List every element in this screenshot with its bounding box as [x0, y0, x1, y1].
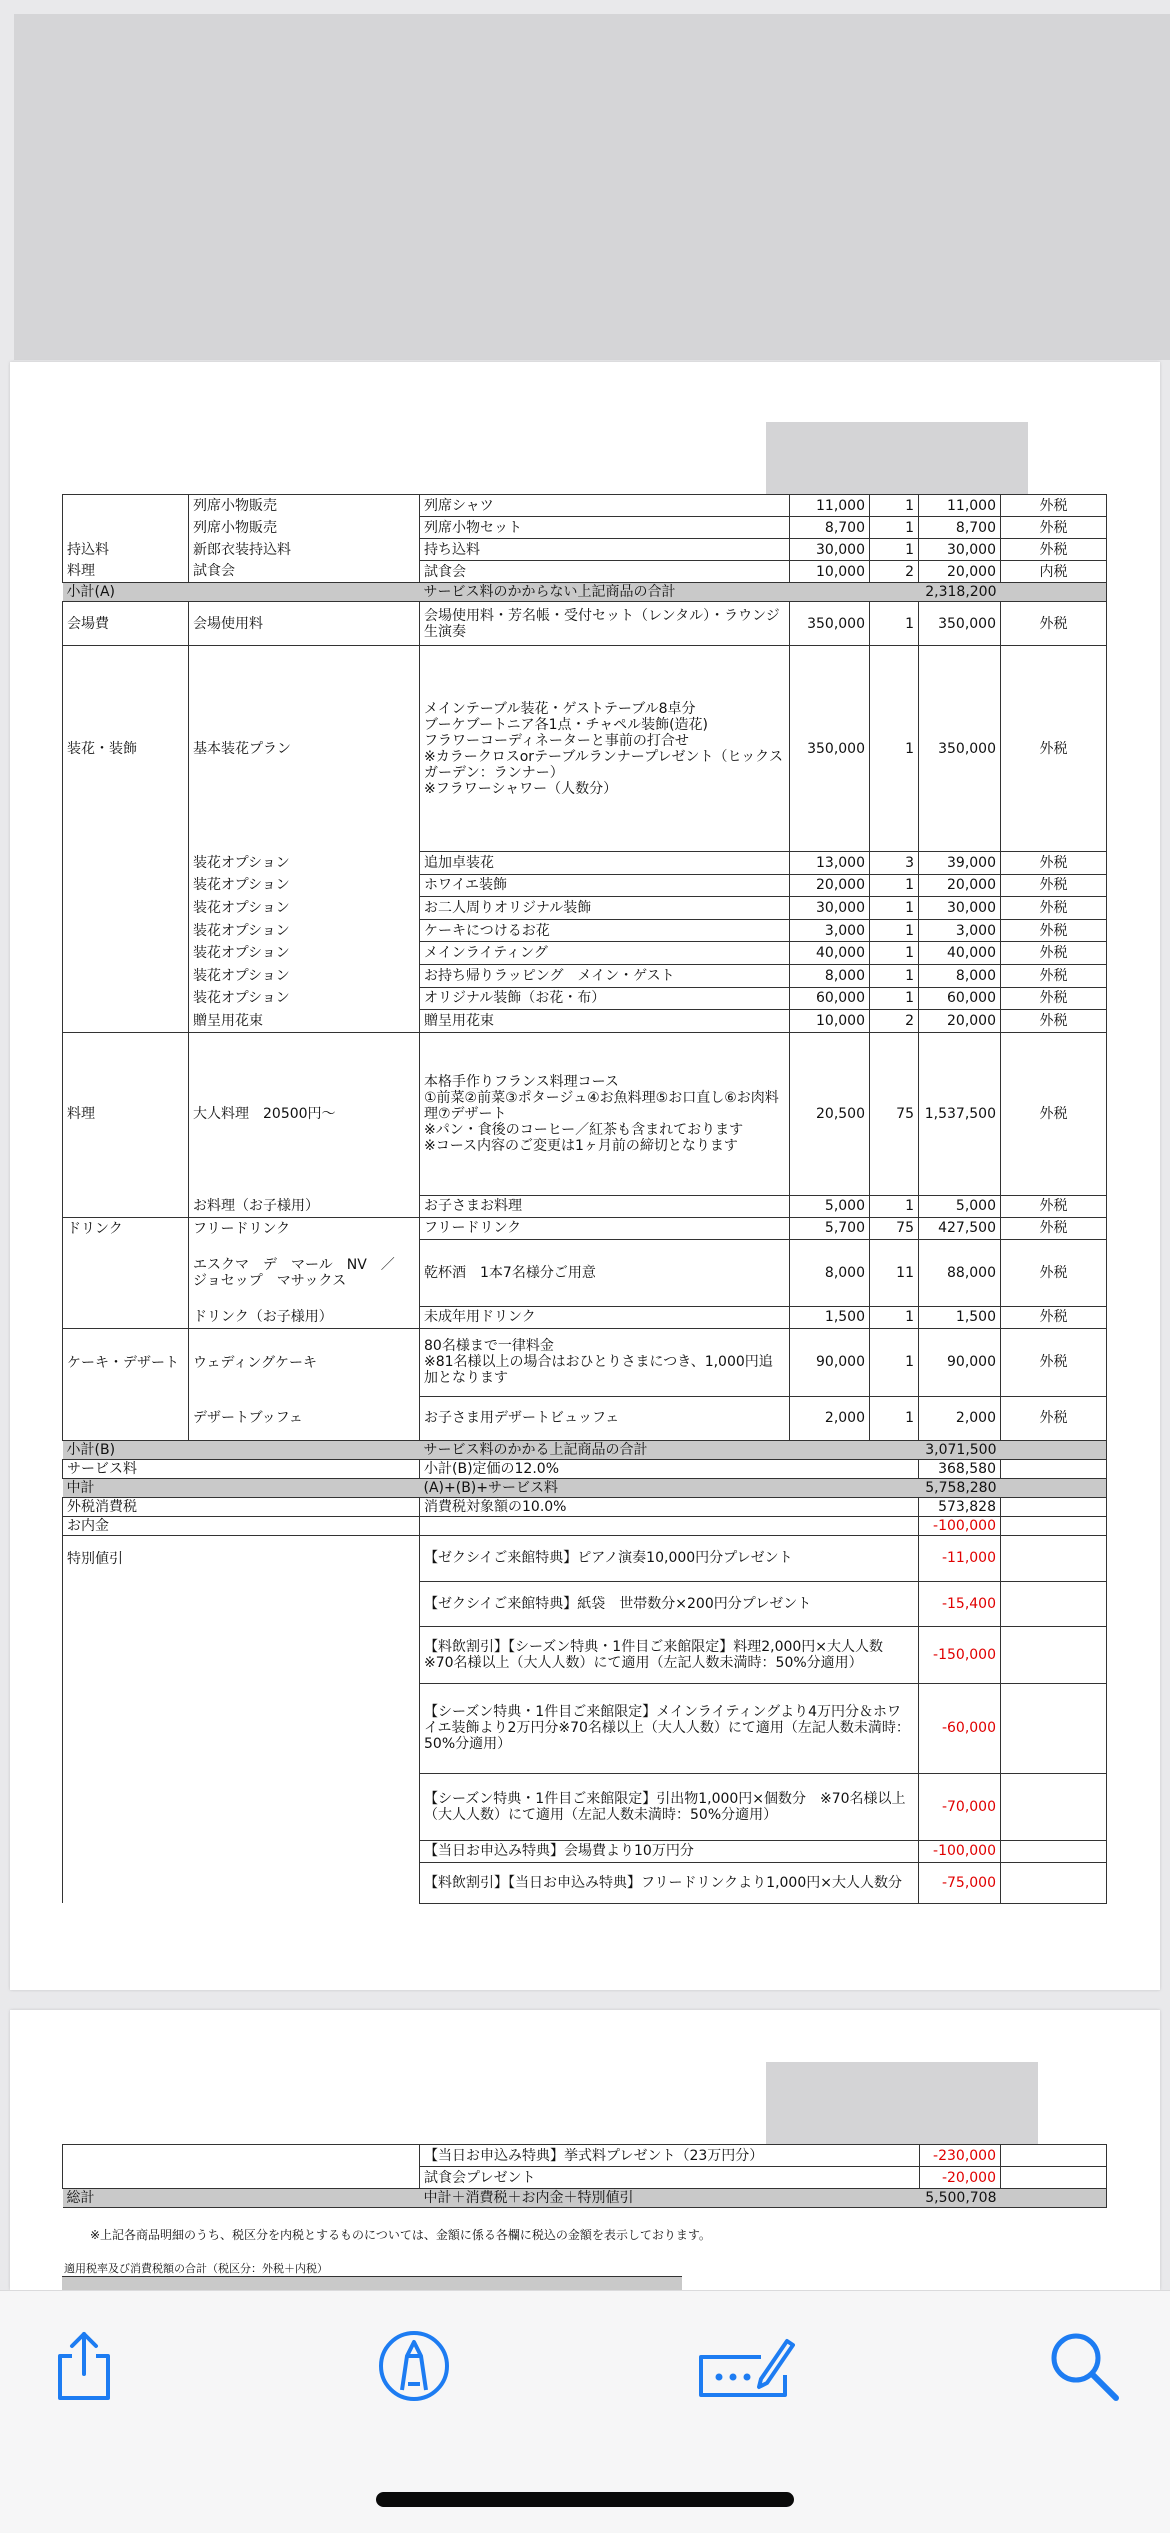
category-cell — [63, 1306, 189, 1328]
description-cell — [420, 1032, 790, 1195]
cell-text-line: 【料飲割引】【当日お申込み特典】フリードリンクより1,000円×大人人数分 — [424, 1874, 902, 1891]
discount-amount-cell: -70,000 — [919, 1773, 1001, 1840]
cell-text-line: ※コース内容のご変更は1ヶ月前の締切となります — [424, 1137, 738, 1154]
unit-price-cell: 8,000 — [790, 1239, 870, 1306]
amount-cell: 30,000 — [919, 897, 1001, 920]
tax-type-cell: 外税 — [1001, 874, 1107, 897]
unit-price-cell: 11,000 — [790, 495, 870, 517]
cell-text-line: ※パン・食後のコーヒー／紅茶も含まれております — [424, 1121, 744, 1138]
category-cell — [63, 987, 189, 1010]
summary-tax-cell — [1001, 583, 1107, 602]
amount-cell: 1,500 — [919, 1306, 1001, 1328]
discount-tax-cell — [1001, 1581, 1107, 1626]
cell-text-line: ブーケブートニア各1点・チャペル装飾(造花) — [424, 716, 709, 733]
cell-text-line: ジョセップ マサックス — [193, 1272, 347, 1289]
table-row — [63, 1010, 1107, 1033]
description-cell: 持ち込料 — [420, 539, 790, 561]
description-cell: オリジナル装飾（お花・布） — [420, 987, 790, 1010]
summary-description-cell — [420, 1516, 919, 1535]
summary-label-cell: サービス料 — [63, 1459, 420, 1478]
description-cell: 列席シャツ — [420, 495, 790, 517]
description-cell: 会場使用料・芳名帳・受付セット（レンタル）・ラウンジ生演奏 — [420, 602, 790, 646]
discount-tax-cell — [1001, 1535, 1107, 1581]
grand-total-description-cell: 中計＋消費税＋お内金＋特別値引 — [420, 2189, 920, 2208]
summary-row — [63, 1497, 1107, 1516]
quantity-cell: 3 — [870, 852, 919, 875]
unit-price-cell: 8,700 — [790, 517, 870, 539]
description-cell: 乾杯酒 1本7名様分ご用意 — [420, 1239, 790, 1306]
category-cell: 会場費 — [63, 602, 189, 646]
table-row — [63, 539, 1107, 561]
discount-description-cell — [420, 1626, 919, 1683]
tax-type-cell: 外税 — [1001, 517, 1107, 539]
summary-amount-cell: 573,828 — [919, 1497, 1001, 1516]
category-cell — [63, 495, 189, 517]
discount-amount-cell: -60,000 — [919, 1683, 1001, 1773]
summary-tax-cell — [1001, 1478, 1107, 1497]
quantity-cell: 1 — [870, 897, 919, 920]
unit-price-cell: 10,000 — [790, 561, 870, 583]
discount-tax-cell — [1001, 1626, 1107, 1683]
quantity-cell: 1 — [870, 646, 919, 852]
discount-row — [63, 1581, 1107, 1626]
discount-row — [63, 2167, 1107, 2189]
summary-amount-cell: -100,000 — [919, 1516, 1001, 1535]
unit-price-cell: 1,500 — [790, 1306, 870, 1328]
cell-text-line: ※フラワーシャワー（人数分） — [424, 780, 618, 797]
discount-amount-cell: -150,000 — [919, 1626, 1001, 1683]
discount-description-cell — [420, 1862, 919, 1903]
table-row — [63, 852, 1107, 875]
item-cell: 装花オプション — [189, 874, 420, 897]
summary-amount-cell: 3,071,500 — [919, 1440, 1001, 1459]
item-cell: 装花オプション — [189, 942, 420, 965]
table-row — [63, 987, 1107, 1010]
category-cell — [63, 897, 189, 920]
description-cell: お持ち帰りラッピング メイン・ゲスト — [420, 964, 790, 987]
redacted-area — [766, 422, 1028, 494]
share-button[interactable] — [36, 2318, 132, 2414]
discount-label-cell — [63, 2167, 420, 2189]
search-icon — [1046, 2328, 1122, 2404]
quantity-cell: 2 — [870, 1010, 919, 1033]
search-button[interactable] — [1036, 2318, 1132, 2414]
item-cell: 会場使用料 — [189, 602, 420, 646]
description-cell: 未成年用ドリンク — [420, 1306, 790, 1328]
category-cell: 料理 — [63, 1032, 189, 1195]
table-row — [63, 874, 1107, 897]
cell-text-line: メインテーブル装花・ゲストテーブル8卓分 — [424, 700, 696, 717]
quantity-cell: 1 — [870, 1328, 919, 1396]
category-cell: ケーキ・デザート — [63, 1328, 189, 1396]
discount-description-cell — [420, 1773, 919, 1840]
cell-text-line: フラワーコーディネーターと事前の打合せ — [424, 732, 689, 749]
table-row — [63, 561, 1107, 583]
amount-cell: 1,537,500 — [919, 1032, 1001, 1195]
item-cell: デザートブッフェ — [189, 1396, 420, 1440]
table-row — [63, 1396, 1107, 1440]
amount-cell: 8,700 — [919, 517, 1001, 539]
grand-total-tax-cell — [1001, 2189, 1107, 2208]
summary-tax-cell — [1001, 1516, 1107, 1535]
item-cell: 大人料理 20500円～ — [189, 1032, 420, 1195]
unit-price-cell: 5,700 — [790, 1217, 870, 1239]
unit-price-cell: 10,000 — [790, 1010, 870, 1033]
tax-type-cell: 外税 — [1001, 942, 1107, 965]
summary-amount-cell: 2,318,200 — [919, 583, 1001, 602]
summary-tax-cell — [1001, 1459, 1107, 1478]
home-indicator — [376, 2492, 794, 2507]
discount-label-cell — [63, 1626, 420, 1683]
tax-type-cell: 外税 — [1001, 919, 1107, 942]
signature-button[interactable] — [690, 2318, 800, 2414]
quantity-cell: 1 — [870, 919, 919, 942]
quantity-cell: 1 — [870, 1306, 919, 1328]
quantity-cell: 2 — [870, 561, 919, 583]
discount-description-cell — [420, 1581, 919, 1626]
table-row — [63, 1032, 1107, 1195]
discount-label-cell — [63, 2145, 420, 2167]
tax-type-cell: 外税 — [1001, 1217, 1107, 1239]
description-cell: ケーキにつけるお花 — [420, 919, 790, 942]
item-cell: 試食会 — [189, 561, 420, 583]
discount-amount-cell: -15,400 — [919, 1581, 1001, 1626]
discount-tax-cell — [1001, 2145, 1107, 2167]
quantity-cell: 1 — [870, 942, 919, 965]
category-cell: 装花・装飾 — [63, 646, 189, 852]
tax-type-cell: 外税 — [1001, 987, 1107, 1010]
discount-description-cell: 【当日お申込み特典】挙式料プレゼント（23万円分） — [420, 2145, 920, 2167]
tax-type-cell: 外税 — [1001, 1195, 1107, 1217]
discount-amount-cell: -100,000 — [919, 1840, 1001, 1862]
quantity-cell: 1 — [870, 964, 919, 987]
description-cell: ホワイエ装飾 — [420, 874, 790, 897]
summary-row — [63, 1440, 1107, 1459]
amount-cell: 11,000 — [919, 495, 1001, 517]
discount-description-cell — [420, 1535, 919, 1581]
description-cell: メインライティング — [420, 942, 790, 965]
item-cell: お料理（お子様用） — [189, 1195, 420, 1217]
table-row — [63, 1306, 1107, 1328]
item-cell: ドリンク（お子様用） — [189, 1306, 420, 1328]
tax-type-cell: 外税 — [1001, 602, 1107, 646]
document-page-2 — [10, 2010, 1160, 2290]
amount-cell: 40,000 — [919, 942, 1001, 965]
cell-text-line: ※81名様以上の場合はおひとりさまにつき、1,000円追加となります — [424, 1354, 773, 1387]
cell-text-line: 【ゼクシイご来館特典】ピアノ演奏10,000円分プレゼント — [424, 1550, 793, 1567]
grand-total-amount-cell: 5,500,708 — [920, 2189, 1001, 2208]
quantity-cell: 11 — [870, 1239, 919, 1306]
summary-label-cell: 小計(A) — [63, 583, 420, 602]
summary-row — [63, 583, 1107, 602]
cell-text-line: 【シーズン特典・1件目ご来館限定】引出物1,000円×個数分 ※70名様以上（大人人数）にて適用（左記人数未満時：50%分適用） — [424, 1790, 906, 1823]
cell-text-line: 【シーズン特典・1件目ご来館限定】メインライティングより4万円分＆ホワイエ装飾より2万円分※70名様以上（大人人数）にて適用（左記人数未満時：50%分適用） — [424, 1704, 910, 1753]
tax-type-cell: 内税 — [1001, 561, 1107, 583]
description-cell: お子さま用デザートビュッフェ — [420, 1396, 790, 1440]
category-cell — [63, 517, 189, 539]
category-cell — [63, 919, 189, 942]
tax-summary-caption: 適用税率及び消費税額の合計（税区分：外税＋内税） — [64, 2262, 328, 2275]
unit-price-cell: 3,000 — [790, 919, 870, 942]
category-cell: ドリンク — [63, 1217, 189, 1239]
discount-label-cell — [63, 1840, 420, 1862]
cell-text-line: 80名様まで一律料金 — [424, 1338, 554, 1355]
quantity-cell: 1 — [870, 1396, 919, 1440]
summary-tax-cell — [1001, 1497, 1107, 1516]
tax-type-cell: 外税 — [1001, 1010, 1107, 1033]
cell-text-line: 【ゼクシイご来館特典】紙袋 世帯数分×200円分プレゼント — [424, 1595, 812, 1612]
item-cell: 列席小物販売 — [189, 517, 420, 539]
quantity-cell: 1 — [870, 1195, 919, 1217]
discount-tax-cell — [1001, 1862, 1107, 1903]
tax-type-cell: 外税 — [1001, 964, 1107, 987]
quantity-cell: 1 — [870, 987, 919, 1010]
redacted-area — [766, 2062, 1038, 2144]
amount-cell: 8,000 — [919, 964, 1001, 987]
item-cell: 装花オプション — [189, 987, 420, 1010]
quantity-cell: 1 — [870, 602, 919, 646]
table-row — [63, 646, 1107, 852]
tax-type-cell: 外税 — [1001, 539, 1107, 561]
table-row — [63, 897, 1107, 920]
discount-label-cell: 特別値引 — [63, 1535, 420, 1581]
unit-price-cell: 5,000 — [790, 1195, 870, 1217]
cell-text-line: ※カラークロスorテーブルランナープレゼント（ヒックスガーデン：ランナー） — [424, 748, 783, 781]
item-cell: 装花オプション — [189, 964, 420, 987]
unit-price-cell: 8,000 — [790, 964, 870, 987]
table-row — [63, 964, 1107, 987]
category-cell — [63, 1239, 189, 1306]
tax-type-cell: 外税 — [1001, 646, 1107, 852]
discount-label-cell — [63, 1773, 420, 1840]
summary-label-cell: 小計(B) — [63, 1440, 420, 1459]
unit-price-cell: 20,000 — [790, 874, 870, 897]
unit-price-cell: 13,000 — [790, 852, 870, 875]
discount-label-cell — [63, 1581, 420, 1626]
share-icon — [46, 2328, 122, 2404]
amount-cell: 30,000 — [919, 539, 1001, 561]
signature-icon — [695, 2331, 795, 2401]
tax-type-cell: 外税 — [1001, 1396, 1107, 1440]
item-cell — [189, 1239, 420, 1306]
amount-cell: 350,000 — [919, 646, 1001, 852]
amount-cell: 20,000 — [919, 561, 1001, 583]
quantity-cell: 75 — [870, 1032, 919, 1195]
amount-cell: 90,000 — [919, 1328, 1001, 1396]
item-cell: 基本装花プラン — [189, 646, 420, 852]
item-cell: 贈呈用花束 — [189, 1010, 420, 1033]
discount-tax-cell — [1001, 1773, 1107, 1840]
discount-row — [63, 1862, 1107, 1903]
amount-cell: 60,000 — [919, 987, 1001, 1010]
unit-price-cell: 40,000 — [790, 942, 870, 965]
discount-tax-cell — [1001, 1840, 1107, 1862]
summary-row — [63, 1478, 1107, 1497]
cell-text-line: エスクマ デ マール NV ／ — [193, 1256, 395, 1273]
category-cell — [63, 964, 189, 987]
amount-cell: 39,000 — [919, 852, 1001, 875]
grand-total-row — [63, 2189, 1107, 2208]
category-cell — [63, 874, 189, 897]
document-page-1 — [10, 362, 1160, 1990]
summary-description-cell: 消費税対象額の10.0% — [420, 1497, 919, 1516]
unit-price-cell: 350,000 — [790, 602, 870, 646]
table-row — [63, 495, 1107, 517]
category-cell: 料理 — [63, 561, 189, 583]
summary-row — [63, 1459, 1107, 1478]
cell-text-line: 【料飲割引】【シーズン特典・1件目ご来館限定】料理2,000円×大人人数 — [424, 1638, 884, 1655]
item-cell: 列席小物販売 — [189, 495, 420, 517]
unit-price-cell: 20,500 — [790, 1032, 870, 1195]
discount-description-cell: 試食会プレゼント — [420, 2167, 920, 2189]
category-cell — [63, 942, 189, 965]
top-blank-area — [14, 14, 1170, 360]
unit-price-cell: 30,000 — [790, 897, 870, 920]
item-cell: フリードリンク — [189, 1217, 420, 1239]
item-cell: 装花オプション — [189, 897, 420, 920]
cell-text-line: ※70名様以上（大人人数）にて適用（左記人数未満時：50%分適用） — [424, 1654, 863, 1671]
markup-button[interactable] — [366, 2318, 462, 2414]
discount-amount-cell: -11,000 — [919, 1535, 1001, 1581]
quantity-cell: 1 — [870, 539, 919, 561]
amount-cell: 2,000 — [919, 1396, 1001, 1440]
description-cell: 贈呈用花束 — [420, 1010, 790, 1033]
table-row — [63, 942, 1107, 965]
summary-description-cell: 小計(B)定価の12.0% — [420, 1459, 919, 1478]
discount-amount-cell: -75,000 — [919, 1862, 1001, 1903]
estimate-table — [62, 494, 1107, 1904]
tax-type-cell: 外税 — [1001, 1239, 1107, 1306]
discount-row — [63, 1626, 1107, 1683]
summary-description-cell: (A)+(B)+サービス料 — [420, 1478, 919, 1497]
description-cell — [420, 646, 790, 852]
table-row — [63, 1328, 1107, 1396]
summary-label-cell: 中計 — [63, 1478, 420, 1497]
item-cell: ウェディングケーキ — [189, 1328, 420, 1396]
unit-price-cell: 350,000 — [790, 646, 870, 852]
table-row — [63, 1195, 1107, 1217]
table-row — [63, 1239, 1107, 1306]
amount-cell: 5,000 — [919, 1195, 1001, 1217]
tax-type-cell: 外税 — [1001, 1032, 1107, 1195]
discount-label-cell — [63, 1683, 420, 1773]
amount-cell: 20,000 — [919, 874, 1001, 897]
discount-row — [63, 1773, 1107, 1840]
quantity-cell: 75 — [870, 1217, 919, 1239]
category-cell — [63, 1195, 189, 1217]
table-row — [63, 919, 1107, 942]
description-cell — [420, 1328, 790, 1396]
tax-summary-table-header — [62, 2276, 682, 2291]
category-cell — [63, 1396, 189, 1440]
category-cell: 持込料 — [63, 539, 189, 561]
discount-description-cell — [420, 1840, 919, 1862]
description-cell: お二人周りオリジナル装飾 — [420, 897, 790, 920]
summary-description-cell: サービス料のかからない上記商品の合計 — [420, 583, 919, 602]
unit-price-cell: 60,000 — [790, 987, 870, 1010]
discount-row — [63, 2145, 1107, 2167]
estimate-table-continued — [62, 2144, 1107, 2208]
description-cell: 列席小物セット — [420, 517, 790, 539]
amount-cell: 350,000 — [919, 602, 1001, 646]
amount-cell: 88,000 — [919, 1239, 1001, 1306]
unit-price-cell: 90,000 — [790, 1328, 870, 1396]
discount-description-cell — [420, 1683, 919, 1773]
cell-text-line: 【当日お申込み特典】会場費より10万円分 — [424, 1843, 694, 1860]
tax-type-cell: 外税 — [1001, 852, 1107, 875]
tax-type-cell: 外税 — [1001, 1306, 1107, 1328]
discount-tax-cell — [1001, 1683, 1107, 1773]
description-cell: フリードリンク — [420, 1217, 790, 1239]
tax-type-cell: 外税 — [1001, 495, 1107, 517]
quantity-cell: 1 — [870, 517, 919, 539]
unit-price-cell: 30,000 — [790, 539, 870, 561]
grand-total-label-cell: 総計 — [63, 2189, 420, 2208]
description-cell: 試食会 — [420, 561, 790, 583]
item-cell: 新郎衣装持込料 — [189, 539, 420, 561]
cell-text-line: ①前菜②前菜③ポタージュ④お魚料理⑤お口直し⑥お肉料理⑦デザート — [424, 1089, 779, 1122]
table-row — [63, 1217, 1107, 1239]
item-cell: 装花オプション — [189, 919, 420, 942]
amount-cell: 3,000 — [919, 919, 1001, 942]
discount-row — [63, 1535, 1107, 1581]
summary-label-cell: 外税消費税 — [63, 1497, 420, 1516]
discount-tax-cell — [1001, 2167, 1107, 2189]
tax-type-cell: 外税 — [1001, 1328, 1107, 1396]
description-cell: お子さまお料理 — [420, 1195, 790, 1217]
quantity-cell: 1 — [870, 495, 919, 517]
summary-description-cell: サービス料のかかる上記商品の合計 — [420, 1440, 919, 1459]
summary-amount-cell: 5,758,280 — [919, 1478, 1001, 1497]
unit-price-cell: 2,000 — [790, 1396, 870, 1440]
item-cell: 装花オプション — [189, 852, 420, 875]
category-cell — [63, 1010, 189, 1033]
cell-text-line: 本格手作りフランス料理コース — [424, 1073, 619, 1090]
amount-cell: 20,000 — [919, 1010, 1001, 1033]
summary-amount-cell: 368,580 — [919, 1459, 1001, 1478]
markup-icon — [374, 2326, 454, 2406]
discount-label-cell — [63, 1862, 420, 1903]
quantity-cell: 1 — [870, 874, 919, 897]
summary-label-cell: お内金 — [63, 1516, 420, 1535]
amount-cell: 427,500 — [919, 1217, 1001, 1239]
table-row — [63, 602, 1107, 646]
discount-amount-cell: -230,000 — [920, 2145, 1001, 2167]
discount-row — [63, 1683, 1107, 1773]
tax-display-note: ※上記各商品明細のうち、税区分を内税とするものについては、金額に係る各欄に税込の金額を表示しております。 — [90, 2228, 711, 2242]
category-cell — [63, 852, 189, 875]
summary-tax-cell — [1001, 1440, 1107, 1459]
tax-type-cell: 外税 — [1001, 897, 1107, 920]
discount-row — [63, 1840, 1107, 1862]
table-row — [63, 517, 1107, 539]
discount-amount-cell: -20,000 — [920, 2167, 1001, 2189]
summary-row — [63, 1516, 1107, 1535]
description-cell: 追加卓装花 — [420, 852, 790, 875]
